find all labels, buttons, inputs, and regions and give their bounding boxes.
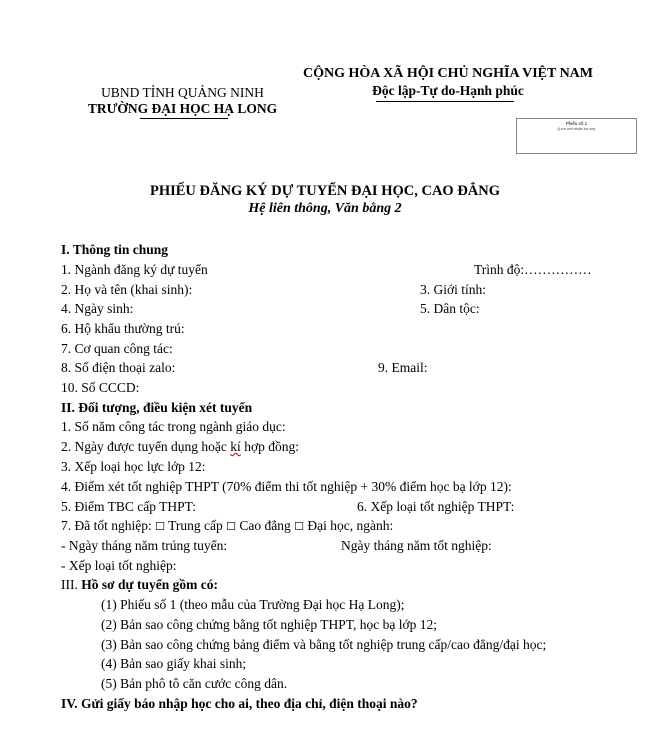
section4-heading: IV. Gửi giấy báo nhập học cho ai, theo địa chỉ, điện thoại nào? [61, 696, 418, 711]
field-admission-date: - Ngày tháng năm trúng tuyển: [61, 538, 228, 553]
field-graduation-score: 4. Điểm xét tốt nghiệp THPT (70% điểm thi tốt nghiệp + 30% điểm học bạ lớp 12): [61, 479, 512, 494]
field-grade12-rank: 3. Xếp loại học lực lớp 12: [61, 459, 206, 474]
field-gender: 3. Giới tính: [420, 282, 487, 297]
field-phone: 8. Số điện thoại zalo: [61, 360, 176, 375]
field-years-service: 1. Số năm công tác trong ngành giáo dục: [61, 419, 286, 434]
motto-underline [376, 101, 514, 102]
checkbox-university[interactable]: ☐ [294, 520, 305, 533]
form-title: PHIẾU ĐĂNG KÝ DỰ TUYỂN ĐẠI HỌC, CAO ĐẲNG [149, 183, 501, 199]
field-hire-date [61, 440, 299, 454]
field-email: 9. Email: [378, 360, 428, 375]
hire-date-spellcheck-word: kí [230, 439, 241, 454]
form-number-box [516, 118, 637, 154]
section2-heading: II. Đối tượng, điều kiện xét tuyển [61, 400, 253, 415]
section1-heading: I. Thông tin chung [61, 242, 169, 257]
school-underline [140, 118, 228, 119]
field-graduation-rank: - Xếp loại tốt nghiệp: [61, 558, 177, 573]
motto: Độc lập-Tự do-Hạnh phúc [372, 83, 524, 98]
field-fullname: 2. Họ và tên (khai sinh): [61, 282, 193, 297]
dossier-item: (3) Bản sao công chứng bảng điểm và bằng tốt nghiệp trung cấp/cao đẳng/đại học; [101, 637, 547, 652]
checkbox-college[interactable]: ☐ [226, 520, 237, 533]
field-graduated [61, 519, 393, 533]
agency-name: UBND TỈNH QUẢNG NINH [101, 85, 264, 100]
dossier-item: (5) Bản phô tô căn cước công dân. [101, 676, 288, 691]
school-name: TRƯỜNG ĐẠI HỌC HẠ LONG [87, 101, 278, 116]
option-intermediate: Trung cấp [165, 518, 227, 533]
field-residence: 6. Hộ khẩu thường trú: [61, 321, 185, 336]
dossier-item: (4) Bản sao giấy khai sinh; [101, 656, 247, 671]
form-number-note: (Lưu nơi nhận hồ sơ) [557, 126, 596, 131]
republic-title: CỘNG HÒA XÃ HỘI CHỦ NGHĨA VIỆT NAM [302, 66, 593, 81]
checkbox-intermediate[interactable]: ☐ [155, 520, 165, 533]
section3-prefix: III. [61, 577, 82, 592]
dossier-item: (1) Phiếu số 1 (theo mẫu của Trường Đại học Hạ Long); [101, 597, 405, 612]
field-workplace: 7. Cơ quan công tác: [61, 341, 173, 356]
field-ethnicity: 5. Dân tộc: [420, 301, 480, 316]
form-number-label: Phiếu số 1 [565, 121, 588, 126]
section3-heading [61, 578, 218, 592]
graduated-label: 7. Đã tốt nghiệp: [61, 518, 156, 533]
option-university: Đại học, ngành: [304, 518, 394, 533]
field-birthdate: 4. Ngày sinh: [61, 301, 134, 316]
field-level: Trình độ:…………… [474, 262, 592, 277]
field-major: 1. Ngành đăng ký dự tuyển [61, 262, 208, 277]
dossier-item: (2) Bản sao công chứng bằng tốt nghiệp THPT, học bạ lớp 12; [101, 617, 438, 632]
hire-date-part1: 2. Ngày được tuyển dụng hoặc [61, 439, 231, 454]
hire-date-part3: hợp đồng: [240, 439, 299, 454]
field-id-number: 10. Số CCCD: [61, 380, 140, 395]
section3-title: Hồ sơ dự tuyển gồm có: [81, 577, 218, 592]
field-hs-grad-rank: 6. Xếp loại tốt nghiệp THPT: [357, 499, 515, 514]
field-graduation-date: Ngày tháng năm tốt nghiệp: [341, 538, 492, 553]
option-college: Cao đẳng [236, 518, 295, 533]
form-subtitle: Hệ liên thông, Văn bằng 2 [248, 201, 402, 216]
field-hs-gpa: 5. Điểm TBC cấp THPT: [61, 499, 196, 514]
